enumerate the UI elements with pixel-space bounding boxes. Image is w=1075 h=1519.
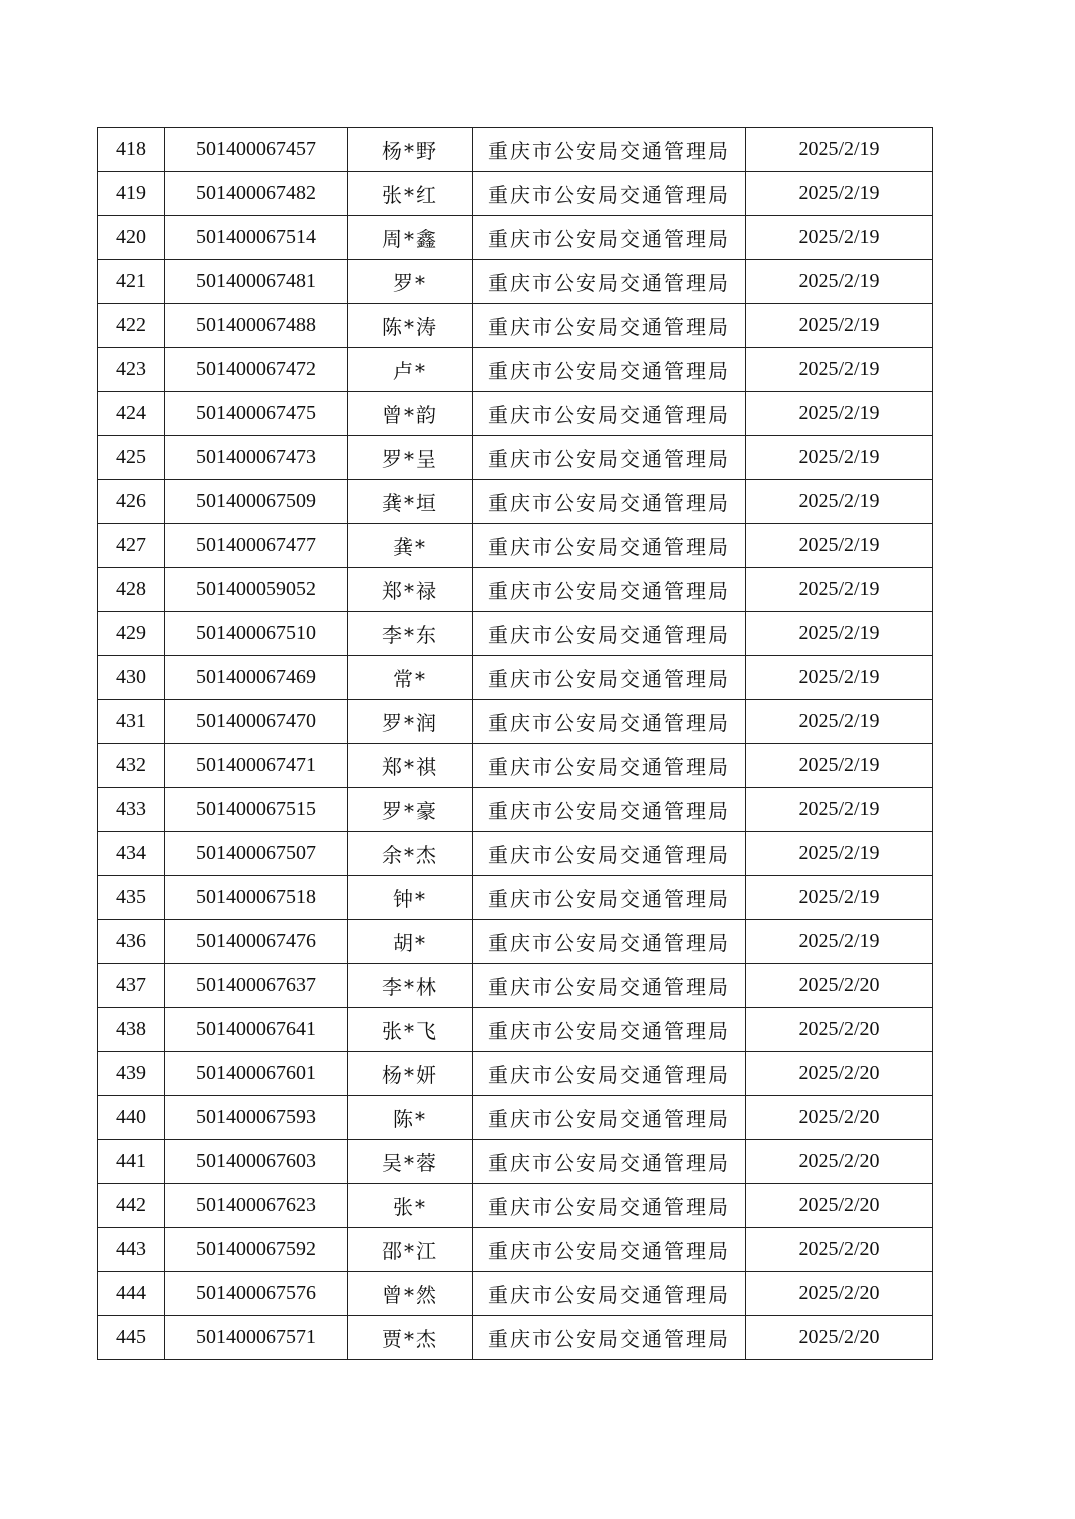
record-number-cell: 501400067457 xyxy=(165,128,348,172)
date-cell: 2025/2/19 xyxy=(746,436,933,480)
organization-cell: 重庆市公安局交通管理局 xyxy=(473,1140,746,1184)
organization-cell: 重庆市公安局交通管理局 xyxy=(473,832,746,876)
record-number-cell: 501400067571 xyxy=(165,1316,348,1360)
record-number-cell: 501400067477 xyxy=(165,524,348,568)
table-row xyxy=(98,700,933,744)
table-row xyxy=(98,1228,933,1272)
record-number-cell: 501400067514 xyxy=(165,216,348,260)
organization-cell: 重庆市公安局交通管理局 xyxy=(473,700,746,744)
person-name-cell: 杨*妍 xyxy=(348,1052,473,1096)
table-row xyxy=(98,612,933,656)
table-row xyxy=(98,392,933,436)
table-row xyxy=(98,1184,933,1228)
date-cell: 2025/2/20 xyxy=(746,1008,933,1052)
table-row xyxy=(98,832,933,876)
organization-cell: 重庆市公安局交通管理局 xyxy=(473,480,746,524)
record-number-cell: 501400067637 xyxy=(165,964,348,1008)
sequence-cell: 427 xyxy=(98,524,165,568)
records-table-body xyxy=(98,128,933,1360)
person-name-cell: 龚*垣 xyxy=(348,480,473,524)
person-name-cell: 郑*祺 xyxy=(348,744,473,788)
sequence-cell: 431 xyxy=(98,700,165,744)
person-name-cell: 曾*然 xyxy=(348,1272,473,1316)
table-row xyxy=(98,128,933,172)
date-cell: 2025/2/19 xyxy=(746,172,933,216)
date-cell: 2025/2/19 xyxy=(746,304,933,348)
organization-cell: 重庆市公安局交通管理局 xyxy=(473,1052,746,1096)
table-row xyxy=(98,260,933,304)
date-cell: 2025/2/19 xyxy=(746,700,933,744)
sequence-cell: 440 xyxy=(98,1096,165,1140)
organization-cell: 重庆市公安局交通管理局 xyxy=(473,656,746,700)
table-row xyxy=(98,1316,933,1360)
organization-cell: 重庆市公安局交通管理局 xyxy=(473,612,746,656)
sequence-cell: 444 xyxy=(98,1272,165,1316)
table-row xyxy=(98,1008,933,1052)
sequence-cell: 429 xyxy=(98,612,165,656)
record-number-cell: 501400067473 xyxy=(165,436,348,480)
date-cell: 2025/2/19 xyxy=(746,480,933,524)
table-row xyxy=(98,656,933,700)
sequence-cell: 421 xyxy=(98,260,165,304)
sequence-cell: 423 xyxy=(98,348,165,392)
date-cell: 2025/2/20 xyxy=(746,1228,933,1272)
date-cell: 2025/2/19 xyxy=(746,392,933,436)
sequence-cell: 422 xyxy=(98,304,165,348)
organization-cell: 重庆市公安局交通管理局 xyxy=(473,1184,746,1228)
person-name-cell: 杨*野 xyxy=(348,128,473,172)
table-row xyxy=(98,1140,933,1184)
record-number-cell: 501400059052 xyxy=(165,568,348,612)
sequence-cell: 433 xyxy=(98,788,165,832)
organization-cell: 重庆市公安局交通管理局 xyxy=(473,216,746,260)
sequence-cell: 435 xyxy=(98,876,165,920)
sequence-cell: 419 xyxy=(98,172,165,216)
table-row xyxy=(98,1052,933,1096)
date-cell: 2025/2/19 xyxy=(746,788,933,832)
organization-cell: 重庆市公安局交通管理局 xyxy=(473,172,746,216)
organization-cell: 重庆市公安局交通管理局 xyxy=(473,1228,746,1272)
record-number-cell: 501400067481 xyxy=(165,260,348,304)
record-number-cell: 501400067518 xyxy=(165,876,348,920)
record-number-cell: 501400067475 xyxy=(165,392,348,436)
table-row xyxy=(98,788,933,832)
sequence-cell: 436 xyxy=(98,920,165,964)
organization-cell: 重庆市公安局交通管理局 xyxy=(473,568,746,612)
organization-cell: 重庆市公安局交通管理局 xyxy=(473,876,746,920)
table-row xyxy=(98,304,933,348)
date-cell: 2025/2/19 xyxy=(746,744,933,788)
sequence-cell: 434 xyxy=(98,832,165,876)
date-cell: 2025/2/19 xyxy=(746,832,933,876)
person-name-cell: 余*杰 xyxy=(348,832,473,876)
person-name-cell: 陈* xyxy=(348,1096,473,1140)
person-name-cell: 钟* xyxy=(348,876,473,920)
sequence-cell: 439 xyxy=(98,1052,165,1096)
sequence-cell: 428 xyxy=(98,568,165,612)
person-name-cell: 张*红 xyxy=(348,172,473,216)
organization-cell: 重庆市公安局交通管理局 xyxy=(473,788,746,832)
date-cell: 2025/2/19 xyxy=(746,216,933,260)
person-name-cell: 罗*润 xyxy=(348,700,473,744)
person-name-cell: 郑*禄 xyxy=(348,568,473,612)
organization-cell: 重庆市公安局交通管理局 xyxy=(473,744,746,788)
table-row xyxy=(98,436,933,480)
person-name-cell: 龚* xyxy=(348,524,473,568)
organization-cell: 重庆市公安局交通管理局 xyxy=(473,1096,746,1140)
record-number-cell: 501400067472 xyxy=(165,348,348,392)
sequence-cell: 432 xyxy=(98,744,165,788)
organization-cell: 重庆市公安局交通管理局 xyxy=(473,260,746,304)
date-cell: 2025/2/19 xyxy=(746,876,933,920)
organization-cell: 重庆市公安局交通管理局 xyxy=(473,392,746,436)
record-number-cell: 501400067507 xyxy=(165,832,348,876)
date-cell: 2025/2/20 xyxy=(746,1140,933,1184)
table-row xyxy=(98,876,933,920)
sequence-cell: 445 xyxy=(98,1316,165,1360)
date-cell: 2025/2/20 xyxy=(746,1096,933,1140)
date-cell: 2025/2/19 xyxy=(746,656,933,700)
date-cell: 2025/2/19 xyxy=(746,348,933,392)
person-name-cell: 李*林 xyxy=(348,964,473,1008)
person-name-cell: 周*鑫 xyxy=(348,216,473,260)
date-cell: 2025/2/19 xyxy=(746,920,933,964)
record-number-cell: 501400067470 xyxy=(165,700,348,744)
organization-cell: 重庆市公安局交通管理局 xyxy=(473,128,746,172)
sequence-cell: 437 xyxy=(98,964,165,1008)
person-name-cell: 陈*涛 xyxy=(348,304,473,348)
record-number-cell: 501400067593 xyxy=(165,1096,348,1140)
date-cell: 2025/2/20 xyxy=(746,964,933,1008)
record-number-cell: 501400067488 xyxy=(165,304,348,348)
record-number-cell: 501400067592 xyxy=(165,1228,348,1272)
table-row xyxy=(98,480,933,524)
person-name-cell: 卢* xyxy=(348,348,473,392)
date-cell: 2025/2/19 xyxy=(746,128,933,172)
date-cell: 2025/2/20 xyxy=(746,1272,933,1316)
organization-cell: 重庆市公安局交通管理局 xyxy=(473,964,746,1008)
record-number-cell: 501400067471 xyxy=(165,744,348,788)
record-number-cell: 501400067603 xyxy=(165,1140,348,1184)
table-row xyxy=(98,1272,933,1316)
person-name-cell: 吴*蓉 xyxy=(348,1140,473,1184)
organization-cell: 重庆市公安局交通管理局 xyxy=(473,304,746,348)
organization-cell: 重庆市公安局交通管理局 xyxy=(473,524,746,568)
person-name-cell: 罗* xyxy=(348,260,473,304)
date-cell: 2025/2/19 xyxy=(746,612,933,656)
person-name-cell: 张*飞 xyxy=(348,1008,473,1052)
person-name-cell: 李*东 xyxy=(348,612,473,656)
record-number-cell: 501400067476 xyxy=(165,920,348,964)
organization-cell: 重庆市公安局交通管理局 xyxy=(473,1316,746,1360)
record-number-cell: 501400067601 xyxy=(165,1052,348,1096)
table-row xyxy=(98,172,933,216)
table-row xyxy=(98,1096,933,1140)
record-number-cell: 501400067510 xyxy=(165,612,348,656)
organization-cell: 重庆市公安局交通管理局 xyxy=(473,348,746,392)
sequence-cell: 443 xyxy=(98,1228,165,1272)
record-number-cell: 501400067469 xyxy=(165,656,348,700)
sequence-cell: 430 xyxy=(98,656,165,700)
organization-cell: 重庆市公安局交通管理局 xyxy=(473,1272,746,1316)
person-name-cell: 罗*豪 xyxy=(348,788,473,832)
person-name-cell: 张* xyxy=(348,1184,473,1228)
records-table xyxy=(97,127,933,1360)
record-number-cell: 501400067482 xyxy=(165,172,348,216)
table-row xyxy=(98,524,933,568)
date-cell: 2025/2/19 xyxy=(746,568,933,612)
person-name-cell: 常* xyxy=(348,656,473,700)
date-cell: 2025/2/20 xyxy=(746,1184,933,1228)
organization-cell: 重庆市公安局交通管理局 xyxy=(473,436,746,480)
sequence-cell: 418 xyxy=(98,128,165,172)
person-name-cell: 胡* xyxy=(348,920,473,964)
organization-cell: 重庆市公安局交通管理局 xyxy=(473,920,746,964)
table-row xyxy=(98,964,933,1008)
date-cell: 2025/2/19 xyxy=(746,260,933,304)
table-row xyxy=(98,568,933,612)
date-cell: 2025/2/20 xyxy=(746,1052,933,1096)
sequence-cell: 424 xyxy=(98,392,165,436)
table-row xyxy=(98,216,933,260)
record-number-cell: 501400067623 xyxy=(165,1184,348,1228)
person-name-cell: 邵*江 xyxy=(348,1228,473,1272)
record-number-cell: 501400067515 xyxy=(165,788,348,832)
person-name-cell: 曾*韵 xyxy=(348,392,473,436)
person-name-cell: 罗*呈 xyxy=(348,436,473,480)
record-number-cell: 501400067576 xyxy=(165,1272,348,1316)
sequence-cell: 442 xyxy=(98,1184,165,1228)
table-row xyxy=(98,348,933,392)
record-number-cell: 501400067509 xyxy=(165,480,348,524)
date-cell: 2025/2/20 xyxy=(746,1316,933,1360)
table-row xyxy=(98,920,933,964)
organization-cell: 重庆市公安局交通管理局 xyxy=(473,1008,746,1052)
sequence-cell: 441 xyxy=(98,1140,165,1184)
date-cell: 2025/2/19 xyxy=(746,524,933,568)
record-number-cell: 501400067641 xyxy=(165,1008,348,1052)
sequence-cell: 426 xyxy=(98,480,165,524)
sequence-cell: 420 xyxy=(98,216,165,260)
table-row xyxy=(98,744,933,788)
sequence-cell: 425 xyxy=(98,436,165,480)
person-name-cell: 贾*杰 xyxy=(348,1316,473,1360)
sequence-cell: 438 xyxy=(98,1008,165,1052)
